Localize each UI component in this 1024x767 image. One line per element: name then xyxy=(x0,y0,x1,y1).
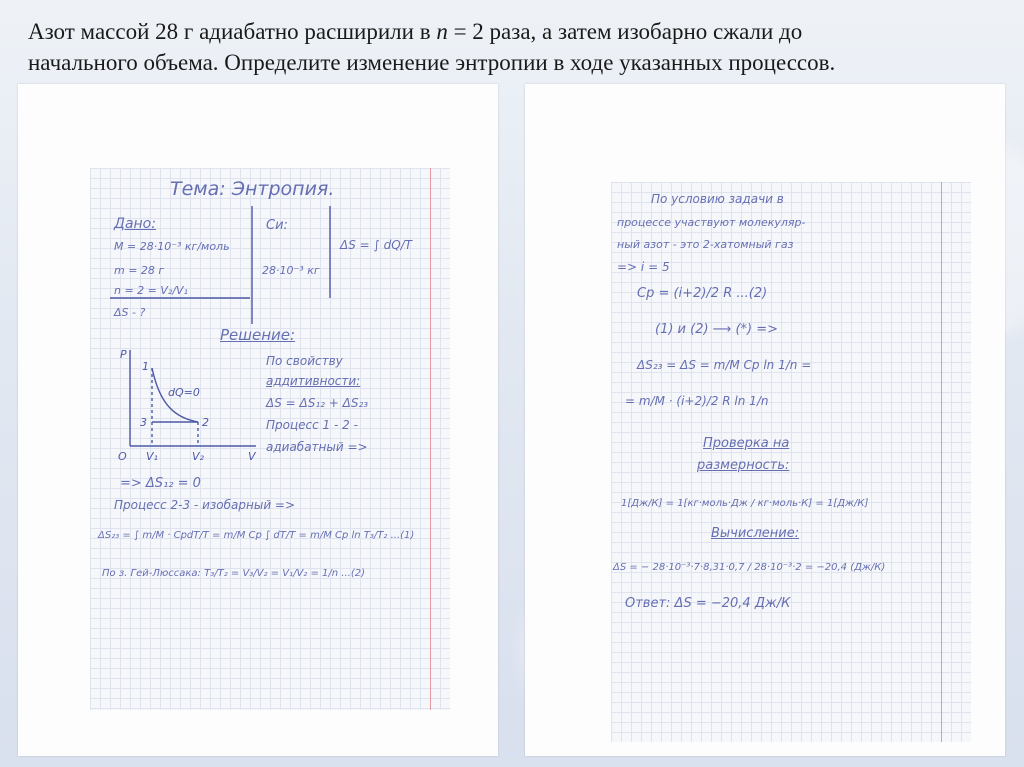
answer: Ответ: ΔS = −20,4 Дж/К xyxy=(625,596,791,611)
cp-formula: Cp = (i+2)/2 R ...(2) xyxy=(637,286,768,301)
gay-lussac-law: По з. Гей-Люссака: T₃/T₂ = V₃/V₂ = V₁/V₂ = 1/n ...(2) xyxy=(102,568,365,579)
given-ratio: n = 2 = V₂/V₁ xyxy=(114,284,188,297)
check-header-1: Проверка на xyxy=(703,436,790,451)
margin-line xyxy=(941,182,942,742)
left-notebook-sheet xyxy=(90,168,450,710)
given-unknown: ΔS - ? xyxy=(114,306,146,319)
result-adiabatic: => ΔS₁₂ = 0 xyxy=(120,476,201,491)
ds23-expanded: = m/M · (i+2)/2 R ln 1/n xyxy=(625,394,769,408)
sheet-topic: Тема: Энтропия. xyxy=(170,178,335,200)
v2-label: V₂ xyxy=(192,450,204,463)
process-line-1: Процесс 1 - 2 - xyxy=(266,418,358,432)
property-line-2: аддитивности: xyxy=(266,374,361,388)
calculation-header: Вычисление: xyxy=(711,526,800,541)
condition-line-3: ный азот - это 2-хатомный газ xyxy=(617,238,794,251)
condition-line-1: По условию задачи в xyxy=(651,192,784,206)
problem-text-1b: = 2 раза, а затем изобарно сжали до xyxy=(447,19,803,44)
left-photo-page xyxy=(18,84,498,756)
property-line-1: По свойству xyxy=(266,354,343,368)
given-mass: m = 28 г xyxy=(114,264,165,277)
dq-zero-label: dQ=0 xyxy=(168,386,200,399)
point-3-label: 3 xyxy=(140,416,147,429)
condition-line-2: процессе участвуют молекуляр- xyxy=(617,216,806,229)
axis-label-p: P xyxy=(120,348,127,361)
condition-line-4: => i = 5 xyxy=(617,260,670,274)
v1-label: V₁ xyxy=(146,450,158,463)
problem-text-2: начального объема. Определите изменение энтропии в ходе указанных процессов. xyxy=(28,50,836,75)
origin-label: O xyxy=(118,450,127,463)
dimension-check: 1[Дж/К] = 1[кг·моль·Дж / кг·моль·К] = 1[Дж/К] xyxy=(621,498,869,509)
solution-header: Решение: xyxy=(220,326,296,344)
check-header-2: размерность: xyxy=(697,458,790,473)
process-isobaric: Процесс 2-3 - изобарный => xyxy=(114,498,296,512)
calculation-equation: ΔS = − 28·10⁻³·7·8,31·0,7 / 28·10⁻³·2 = −20,4 (Дж/К) xyxy=(613,562,886,573)
process-line-2: адиабатный => xyxy=(266,440,368,454)
entropy-formula: ΔS = ∫ dQ/T xyxy=(340,238,413,252)
point-2-label: 2 xyxy=(202,416,209,429)
si-value: 28·10⁻³ кг xyxy=(262,264,320,277)
problem-statement xyxy=(28,16,996,78)
point-1-label: 1 xyxy=(142,360,149,373)
si-header: Си: xyxy=(266,218,288,233)
right-photo-page xyxy=(525,84,1005,756)
given-header: Дано: xyxy=(114,216,156,232)
problem-text-1a: Азот массой 28 г адиабатно расширили в xyxy=(28,19,437,44)
right-notebook-sheet xyxy=(611,182,971,742)
combine-equations: (1) и (2) ⟶ (*) => xyxy=(655,322,779,337)
pv-diagram xyxy=(116,346,266,466)
ds23-formula: ΔS₂₃ = ΔS = m/M Cp ln 1/n = xyxy=(637,358,812,372)
property-line-3: ΔS = ΔS₁₂ + ΔS₂₃ xyxy=(266,396,369,410)
entropy-integral: ΔS₂₃ = ∫ m/M · CpdT/T = m/M Cp ∫ dT/T = m/M Cp ln T₃/T₂ ...(1) xyxy=(98,530,415,541)
axis-label-v: V xyxy=(248,450,256,463)
problem-n-variable: n xyxy=(436,19,448,44)
given-molar-mass: M = 28·10⁻³ кг/моль xyxy=(114,240,230,253)
